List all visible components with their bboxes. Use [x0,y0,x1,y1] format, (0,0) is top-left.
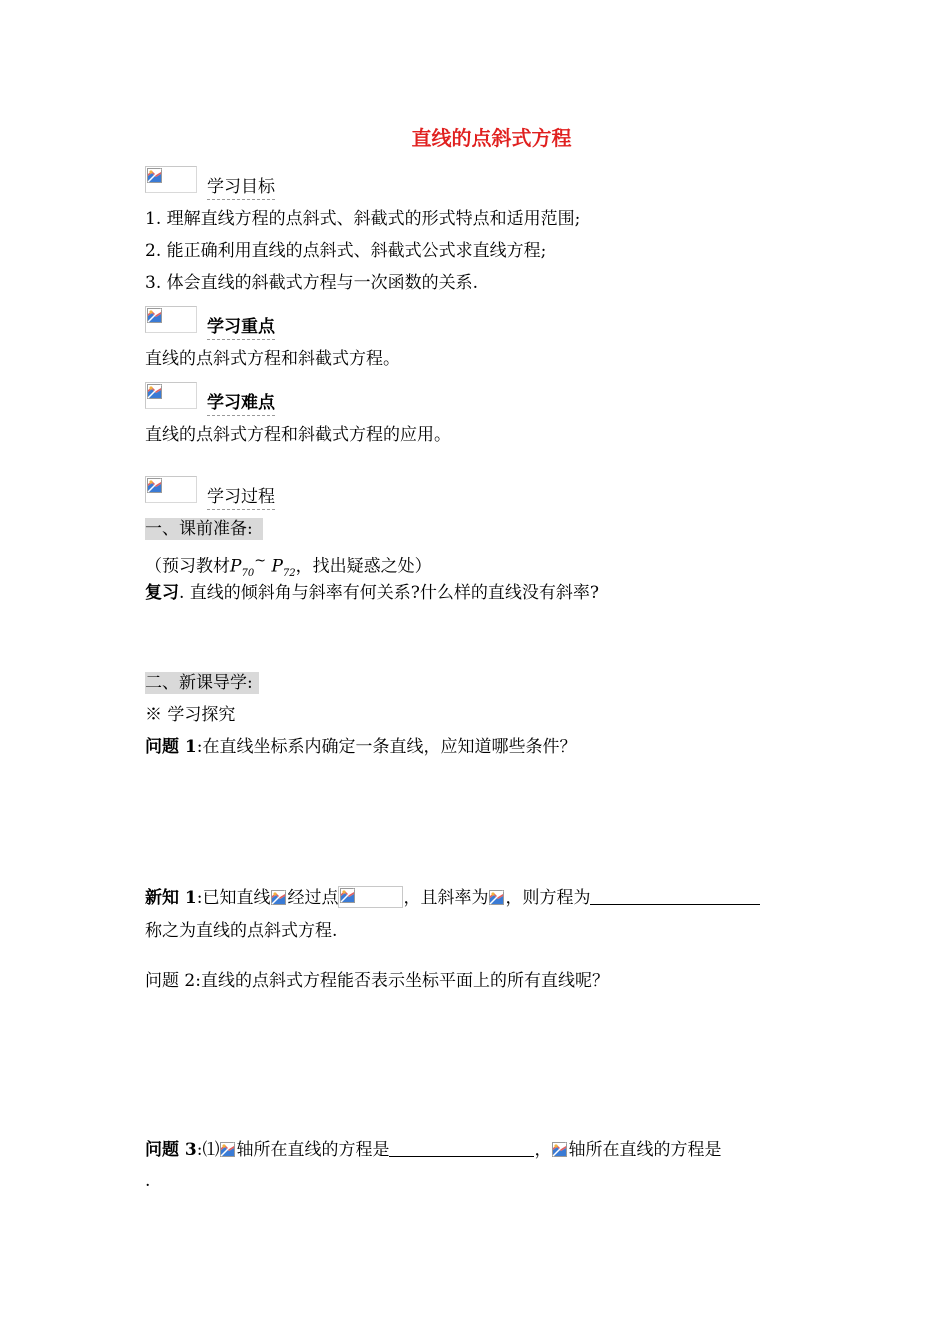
page-end: P [271,556,283,577]
question-2: 问题 2:直线的点斜式方程能否表示坐标平面上的所有直线呢？ [145,971,609,991]
question-1 [145,736,576,758]
answer-blank[interactable] [590,886,760,905]
broken-image-icon [271,890,286,905]
new1-d: ，则方程为 [505,888,591,908]
q3-end: . [145,1171,151,1191]
page-start-sub: 70 [241,568,255,580]
image-placeholder [145,306,197,333]
section-heading-process: 学习过程 [207,486,275,510]
q1-text: :在直线坐标系内确定一条直线，应知道哪些条件？ [196,737,577,757]
new-knowledge-1 [145,886,760,909]
preview-note [145,550,432,585]
question-3 [145,1138,721,1161]
part1-heading: 一、课前准备: [145,518,263,540]
q3-d: 轴所在直线的方程是 [568,1140,722,1160]
q3-b: 轴所在直线的方程是 [236,1140,390,1160]
image-placeholder [338,886,403,908]
section-heading-goals: 学习目标 [207,176,275,200]
q3-a: :⑴ [196,1140,220,1160]
section-heading-focus: 学习重点 [207,316,275,340]
explore-heading: ※ 学习探究 [145,705,236,725]
image-placeholder [145,476,197,503]
q1-label: 问题 1 [145,737,197,757]
goal-item: 1. 理解直线方程的点斜式、斜截式的形式特点和适用范围; [145,209,581,229]
page-title: 直线的点斜式方程 [411,126,572,150]
new1-label: 新知 1 [145,888,197,908]
new1-b: 经过点 [287,888,339,908]
page-start: P [230,556,242,577]
image-placeholder [145,382,197,409]
tilde: ~ [254,553,267,569]
preview-close: ，找出疑惑之处） [295,556,432,577]
preview-open: （预习教材 [145,556,230,577]
review-text: . 直线的倾斜角与斜率有何关系?什么样的直线没有斜率? [179,583,600,603]
broken-image-icon [552,1142,567,1157]
q3-c: ， [534,1140,552,1160]
review-line [145,582,599,604]
image-placeholder [145,166,197,193]
broken-image-icon [147,308,162,323]
new1-a: :已知直线 [196,888,271,908]
broken-image-icon [147,168,162,183]
broken-image-icon [147,384,162,399]
broken-image-icon [220,1142,235,1157]
answer-blank[interactable] [389,1138,534,1157]
part2-heading: 二、新课导学: [145,672,259,694]
review-label: 复习 [145,583,179,603]
difficulty-text: 直线的点斜式方程和斜截式方程的应用。 [145,425,451,445]
broken-image-icon [489,890,504,905]
new1-line2: 称之为直线的点斜式方程. [145,921,338,941]
broken-image-icon [147,478,162,493]
q3-label: 问题 3 [145,1140,197,1160]
goal-item: 3. 体会直线的斜截式方程与一次函数的关系. [145,273,479,293]
page-end-sub: 72 [282,568,296,580]
goal-item: 2. 能正确利用直线的点斜式、斜截式公式求直线方程; [145,241,547,261]
new1-c: ，且斜率为 [403,888,489,908]
section-heading-difficulty: 学习难点 [207,392,275,416]
broken-image-icon [340,888,355,903]
focus-text: 直线的点斜式方程和斜截式方程。 [145,349,400,369]
